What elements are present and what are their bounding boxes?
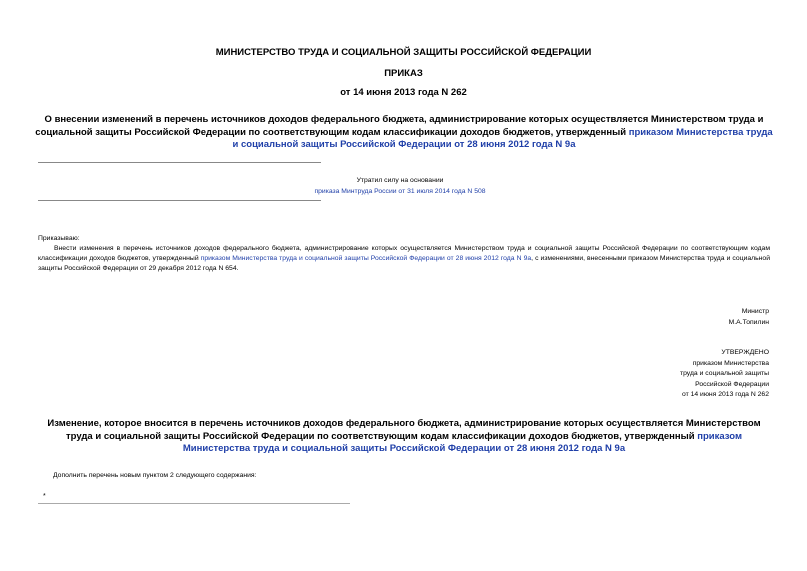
lost-force-label: Утратил силу на основании bbox=[356, 177, 444, 184]
change-order-9a-link[interactable]: приказом Министерства труда и социальной защиты Российской Федерации от 28 июня 2012 года N 9а bbox=[182, 430, 742, 454]
orders-label: Приказываю: bbox=[38, 235, 80, 242]
footnote-divider bbox=[38, 503, 350, 504]
order-508-link[interactable]: приказа Минтруда России от 31 июля 2014 года N 508 bbox=[314, 188, 486, 195]
approved-block bbox=[680, 348, 769, 401]
change-title bbox=[34, 418, 774, 456]
approved-line-3: Российской Федерации bbox=[695, 380, 769, 388]
approved-line-1: приказом Министерства bbox=[692, 359, 769, 367]
order-body-paragraph bbox=[38, 244, 770, 274]
document-title bbox=[34, 114, 774, 152]
approved-label: УТВЕРЖДЕНО bbox=[721, 349, 769, 356]
divider-top bbox=[38, 162, 321, 163]
change-title-text: Изменение, которое вносится в перечень источников доходов федерального бюджета, администрирование которых осуществляется Министерством труда и социальной защиты Российской Федерации по соответствующим кодам классификации доходов бюджетов, утвержденный bbox=[47, 418, 761, 442]
signature-name: М.А.Топилин bbox=[728, 318, 769, 326]
signature-position: Министр bbox=[741, 308, 769, 315]
ministry-heading: МИНИСТЕРСТВО ТРУДА И СОЦИАЛЬНОЙ ЗАЩИТЫ РОССИЙСКОЙ ФЕДЕРАЦИИ bbox=[215, 47, 592, 58]
append-instruction: Дополнить перечень новым пунктом 2 следующего содержания: bbox=[53, 472, 257, 479]
footnote-marker: * bbox=[43, 493, 46, 500]
body-text-before: Внести изменения в перечень источников доходов федерального бюджета, администрирование которых осуществляется Министерством труда и социальной защиты Российской Федерации по соответствующим кодам классификации доходов бюджетов, утвержденный bbox=[38, 245, 770, 262]
document-date: от 14 июня 2013 года N 262 bbox=[340, 87, 467, 98]
body-text-after: , с изменениями, внесенными приказом Министерства труда и социальной защиты Российской Федерации от 29 декабря 2012 года N 654. bbox=[38, 255, 770, 272]
approved-line-2: труда и социальной защиты bbox=[679, 370, 769, 377]
approved-line-4: от 14 июня 2013 года N 262 bbox=[681, 391, 769, 398]
body-order-9a-link[interactable]: приказом Министерства труда и социальной защиты Российской Федерации от 28 июня 2012 года N 9а bbox=[200, 255, 532, 262]
divider-bottom bbox=[38, 200, 321, 201]
signature-block bbox=[729, 307, 769, 328]
order-9a-link[interactable]: приказом Министерства труда и социальной защиты Российской Федерации от 28 июня 2012 года N 9а bbox=[232, 126, 773, 150]
document-title-text: О внесении изменений в перечень источников доходов федерального бюджета, администрирование которых осуществляется Министерством труда и социальной защиты Российской Федерации по соответствующим кодам классификации доходов бюджетов, утвержденный bbox=[35, 114, 764, 138]
document-type: ПРИКАЗ bbox=[384, 68, 423, 79]
